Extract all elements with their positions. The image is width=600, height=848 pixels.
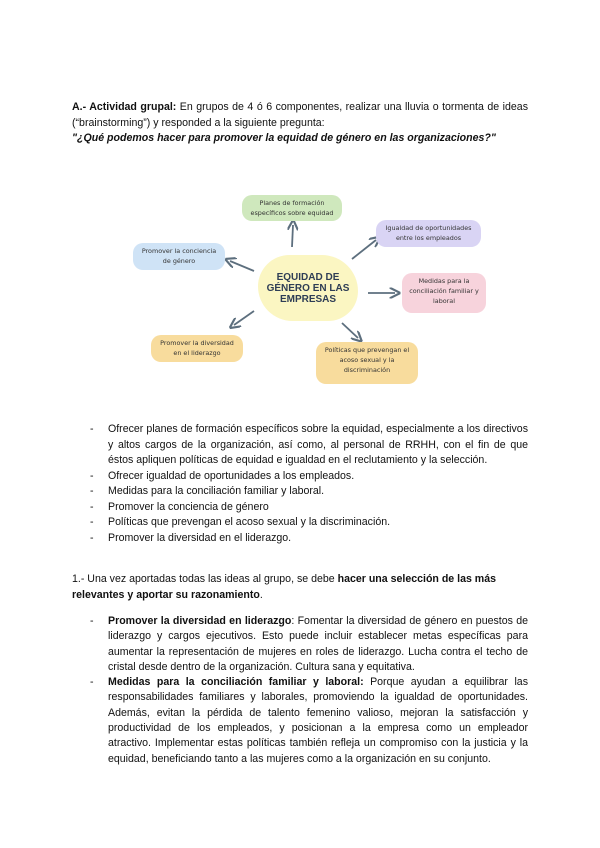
list-item (90, 675, 528, 767)
node-conciliacion: Medidas para la conciliación familiar y laboral (402, 273, 486, 313)
list-item: - Promover la diversidad en el liderazgo. (90, 531, 528, 547)
node-formacion: Planes de formación específicos sobre equidad (242, 195, 342, 221)
list-item: - Promover la conciencia de género (90, 500, 528, 516)
section-1-bold: hacer una selección de las más relevantes y aportar su razonamiento (72, 573, 497, 601)
selection-title: Medidas para la conciliación familiar y laboral: (108, 676, 364, 689)
list-item: - Ofrecer igualdad de oportunidades a los empleados. (90, 469, 528, 485)
activity-label: A.- Actividad grupal: (72, 101, 177, 113)
section-1-instruction (72, 572, 528, 603)
activity-intro (72, 100, 528, 131)
section-1-suffix: . (259, 588, 263, 601)
section-1-prefix: 1.- Una vez aportadas todas las ideas al grupo, se debe (72, 573, 338, 585)
node-conciencia: Promover la conciencia de género (133, 243, 225, 270)
selection-title: Promover la diversidad en liderazgo (108, 615, 292, 627)
activity-question: "¿Qué podemos hacer para promover la equidad de género en las organizaciones?" (72, 132, 496, 144)
arrow-to-diversidad (234, 311, 254, 325)
arrow-to-conciencia (230, 261, 254, 271)
mind-map-center: EQUIDAD DE GÉNERO EN LAS EMPRESAS (258, 255, 358, 321)
node-igualdad: Igualdad de oportunidades entre los empleados (376, 220, 481, 247)
list-item: - Ofrecer planes de formación específicos sobre la equidad, especialmente a los directivos y altos cargos de la organización, así como, al personal de RRHH, con el fin de que éstos apliquen políticas de equidad e igualdad en el reclutamiento y la selección. (90, 422, 528, 469)
arrow-to-acoso (342, 323, 358, 338)
arrow-to-formacion (292, 225, 293, 247)
mind-map (120, 185, 500, 390)
arrow-to-igualdad (352, 240, 376, 259)
selection-text: Porque ayudan a equilibrar las responsabilidades familiares y laborales, promoviendo la igualdad de oportunidades. Además, evitan la pérdida de talento femenino valioso, mejoran la satisfacción y productividad de los empleados, y posicionan a la empresa como un empleador atractivo. Implementar estas políticas también refleja un compromiso con la justicia y la equidad, beneficiando tanto a las mujeres como a la organización en su conjunto. (108, 676, 528, 765)
list-item: - Políticas que prevengan el acoso sexual y la discriminación. (90, 515, 528, 531)
node-diversidad: Promover la diversidad en el liderazgo (151, 335, 243, 362)
list-item (90, 614, 528, 675)
ideas-list (90, 422, 528, 546)
selection-text: : Fomentar la diversidad de género en puestos de liderazgo y cargos ejecutivos. Esto puede incluir establecer metas específicas para aumentar la representación de mujeres en roles de liderazgo. Lucha contra el techo de cristal desde dentro de la organización. Cultura sana y equitativa. (108, 615, 528, 673)
list-item: - Medidas para la conciliación familiar y laboral. (90, 484, 528, 500)
node-acoso: Políticas que prevengan el acoso sexual y la discriminación (316, 342, 418, 384)
activity-text: En grupos de 4 ó 6 componentes, realizar una lluvia o tormenta de ideas (“brainstorming”) y responded a la siguiente pregunta: (72, 101, 528, 129)
selection-list (90, 614, 528, 767)
